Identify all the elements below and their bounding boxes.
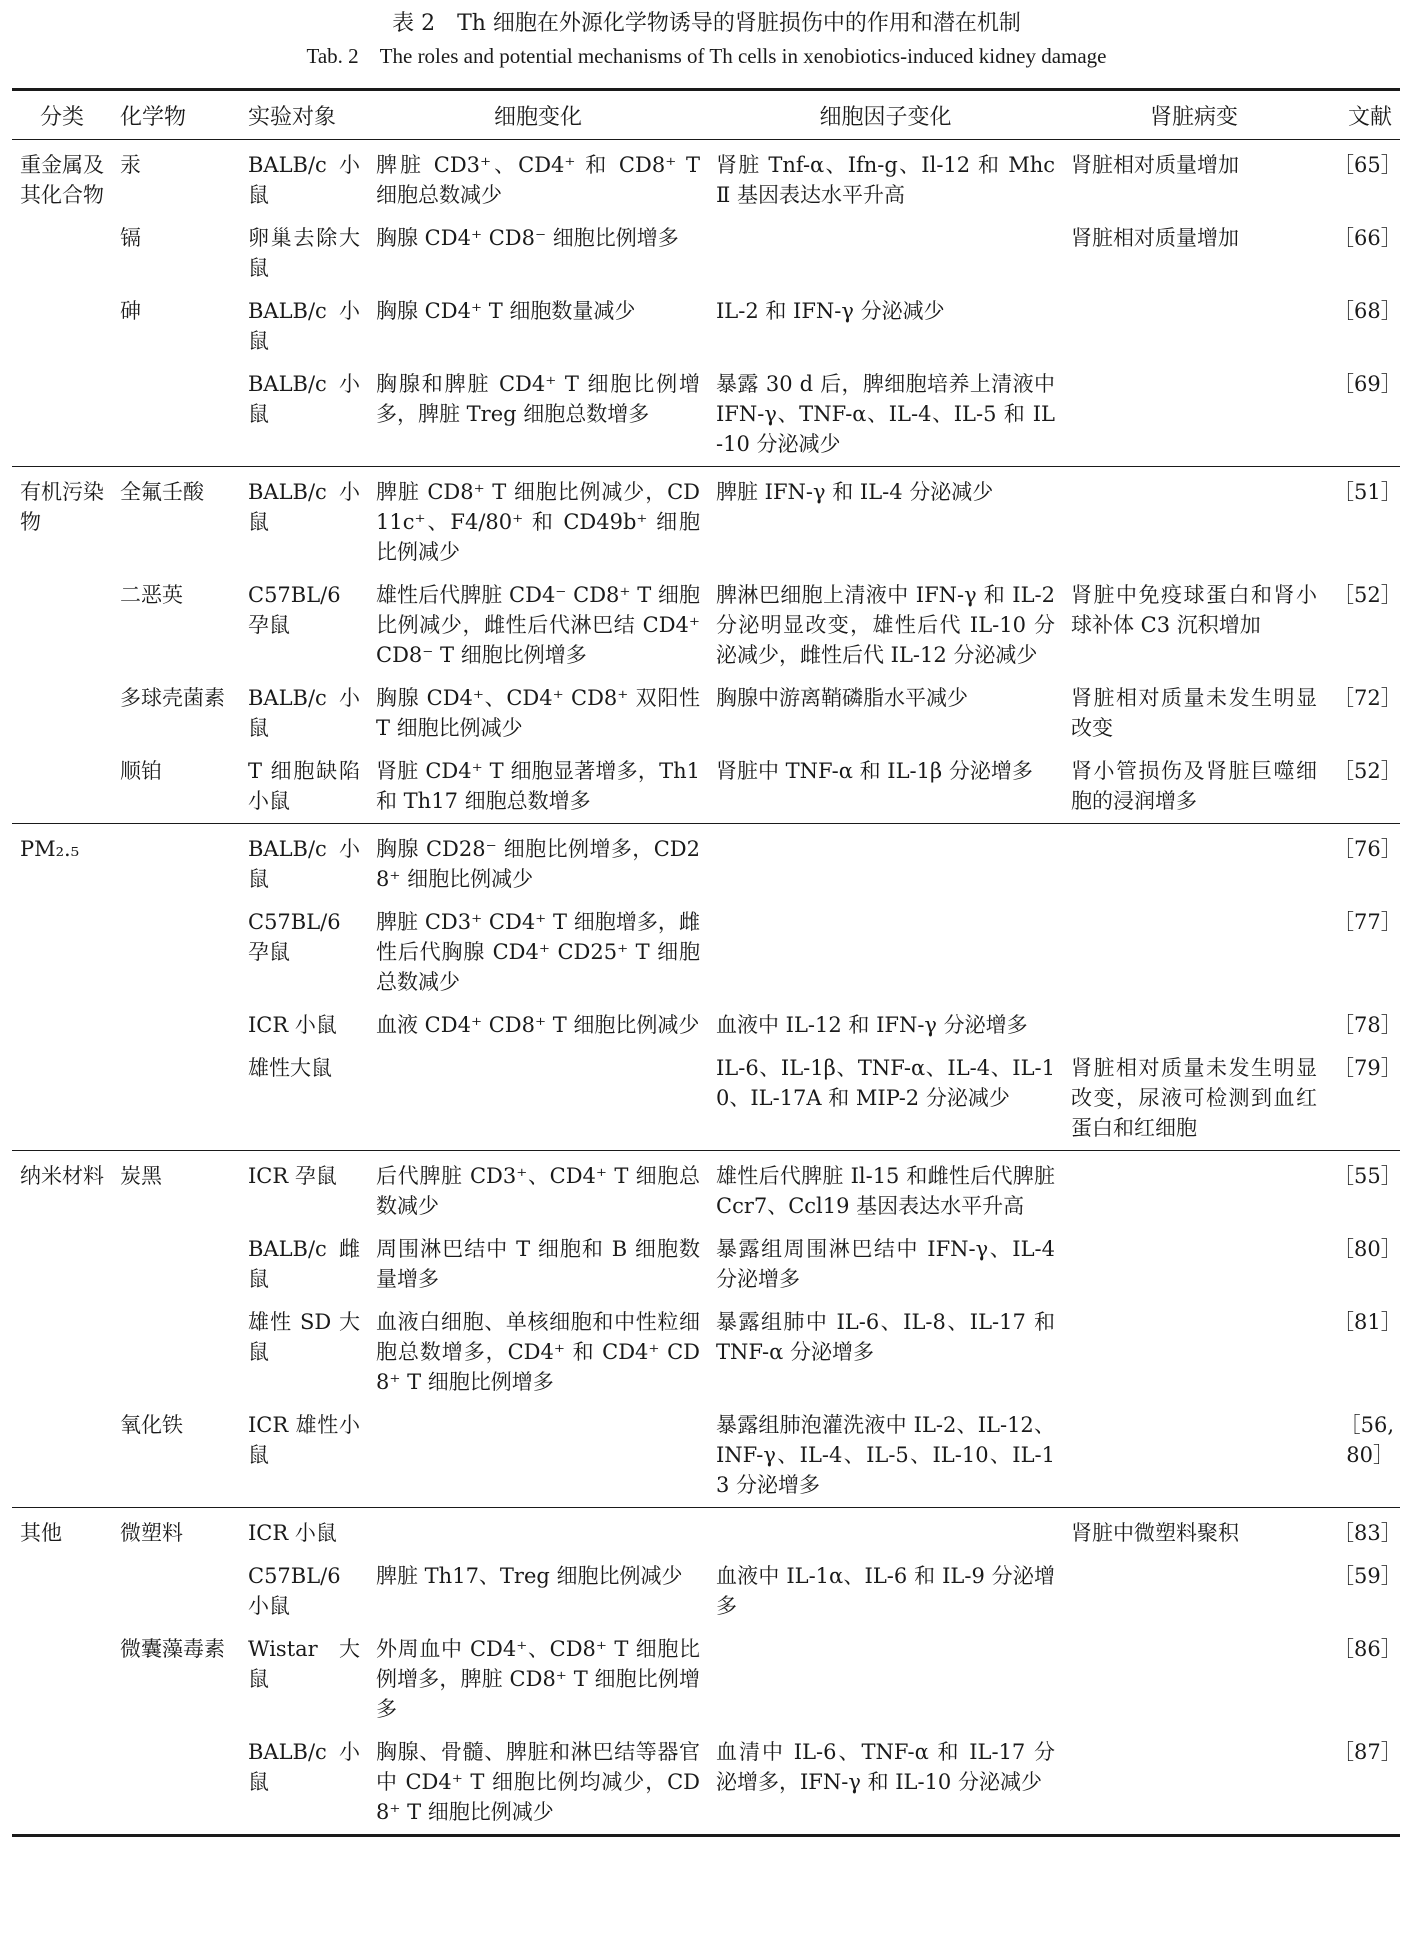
cell-cytokine-change <box>708 1731 1063 1836</box>
caption-english: Tab. 2 The roles and potential mechanisms of Th cells in xenobiotics-induced kidney damage <box>306 44 1107 68</box>
cell-kidney-lesion <box>1063 290 1325 363</box>
cell-cytokine-change-text: 胸腺中游离鞘磷脂水平减少 <box>716 686 968 710</box>
cell-category <box>12 1004 112 1047</box>
cell-cell-change <box>368 1555 708 1628</box>
cell-reference: ［55］ <box>1325 1151 1400 1229</box>
cell-subject <box>240 467 368 575</box>
cell-kidney-lesion-text: 肾脏中免疫球蛋白和肾小球补体 C3 沉积增加 <box>1071 583 1317 637</box>
cell-subject <box>240 290 368 363</box>
cell-kidney-lesion <box>1063 467 1325 575</box>
cell-category <box>12 677 112 750</box>
cell-cytokine-change <box>708 1004 1063 1047</box>
cell-cell-change <box>368 1508 708 1556</box>
cell-cell-change-text: 胸腺 CD4⁺ T 细胞数量减少 <box>376 299 636 323</box>
cell-chemical <box>112 1151 240 1229</box>
cell-cell-change-text: 脾脏 CD8⁺ T 细胞比例减少，CD11c⁺、F4/80⁺ 和 CD49b⁺ 细胞比例减少 <box>376 480 700 564</box>
cell-subject <box>240 1731 368 1836</box>
cell-subject <box>240 901 368 1004</box>
cell-category-text: PM₂.₅ <box>20 837 80 861</box>
cell-chemical-text: 顺铂 <box>120 759 162 783</box>
cell-kidney-lesion <box>1063 1731 1325 1836</box>
cell-kidney-lesion <box>1063 1508 1325 1556</box>
header-cytokine-change: 细胞因子变化 <box>708 90 1063 140</box>
table-row <box>12 1301 1400 1404</box>
cell-category <box>12 1628 112 1731</box>
table-row <box>12 140 1400 218</box>
cell-cell-change <box>368 750 708 824</box>
cell-reference: ［79］ <box>1333 1056 1402 1080</box>
cell-category <box>12 290 112 363</box>
cell-subject-text: BALB/c 小鼠 <box>248 686 360 740</box>
cell-subject-text: 卵巢去除大鼠 <box>248 226 360 280</box>
cell-category <box>12 140 112 218</box>
cell-category <box>12 901 112 1004</box>
cell-cytokine-change-text: 脾淋巴细胞上清液中 IFN-γ 和 IL-2 分泌明显改变，雄性后代 IL-10 分泌减少，雌性后代 IL-12 分泌减少 <box>716 583 1055 667</box>
cell-cell-change <box>368 290 708 363</box>
cell-subject-text: 雄性 SD 大鼠 <box>248 1310 360 1364</box>
cell-cytokine-change-text: 暴露组肺泡灌洗液中 IL-2、IL-12、INF-γ、IL-4、IL-5、IL-10、IL-13 分泌增多 <box>716 1413 1055 1497</box>
cell-cell-change-text: 胸腺 CD4⁺、CD4⁺ CD8⁺ 双阳性 T 细胞比例减少 <box>376 686 700 740</box>
cell-kidney-lesion <box>1063 363 1325 467</box>
cell-cytokine-change <box>708 467 1063 575</box>
cell-kidney-lesion-text: 肾脏相对质量增加 <box>1071 153 1239 177</box>
cell-reference: ［51］ <box>1325 467 1400 575</box>
cell-chemical <box>112 1508 240 1556</box>
cell-subject <box>240 1004 368 1047</box>
cell-reference: ［65］ <box>1333 153 1402 177</box>
cell-cytokine-change-text: 血清中 IL-6、TNF-α 和 IL-17 分泌增多，IFN-γ 和 IL-10 分泌减少 <box>716 1740 1055 1794</box>
cell-cell-change-text: 胸腺和脾脏 CD4⁺ T 细胞比例增多，脾脏 Treg 细胞总数增多 <box>376 372 700 426</box>
cell-cytokine-change <box>708 677 1063 750</box>
cell-chemical <box>112 677 240 750</box>
cell-subject-text: T 细胞缺陷小鼠 <box>248 759 360 813</box>
cell-cell-change <box>368 1404 708 1508</box>
cell-subject-text: BALB/c 小鼠 <box>248 153 360 207</box>
cell-cell-change <box>368 1731 708 1836</box>
cell-chemical <box>112 290 240 363</box>
cell-reference: ［77］ <box>1333 910 1402 934</box>
table-row <box>12 363 1400 467</box>
table-row <box>12 1228 1400 1301</box>
cell-chemical <box>112 1047 240 1151</box>
cell-cell-change <box>368 901 708 1004</box>
cell-kidney-lesion-text: 肾脏相对质量未发生明显改变，尿液可检测到血红蛋白和红细胞 <box>1071 1056 1317 1140</box>
header-row <box>12 90 1400 140</box>
cell-reference: ［83］ <box>1325 1508 1400 1556</box>
cell-cell-change-text: 外周血中 CD4⁺、CD8⁺ T 细胞比例增多，脾脏 CD8⁺ T 细胞比例增多 <box>376 1637 700 1721</box>
cell-chemical <box>112 1301 240 1404</box>
cell-chemical <box>112 901 240 1004</box>
cell-cytokine-change-text: 脾脏 IFN-γ 和 IL-4 分泌减少 <box>716 480 994 504</box>
cell-reference: ［72］ <box>1333 686 1402 710</box>
table-row <box>12 574 1400 677</box>
header-category: 分类 <box>12 90 112 140</box>
cell-subject-text: C57BL/6 孕鼠 <box>248 910 341 964</box>
cell-chemical <box>112 750 240 824</box>
table-row <box>12 1047 1400 1151</box>
cell-cell-change <box>368 1151 708 1229</box>
cell-cell-change <box>368 574 708 677</box>
cell-cell-change <box>368 1228 708 1301</box>
cell-category <box>12 1404 112 1508</box>
cell-kidney-lesion <box>1063 901 1325 1004</box>
cell-reference: ［87］ <box>1333 1740 1402 1764</box>
cell-chemical-text: 微囊藻毒素 <box>120 1637 225 1661</box>
cell-kidney-lesion-text: 肾脏中微塑料聚积 <box>1071 1521 1239 1545</box>
cell-reference: ［56,80］ <box>1339 1413 1394 1467</box>
cell-kidney-lesion <box>1063 217 1325 290</box>
cell-kidney-lesion <box>1063 677 1325 750</box>
cell-category-text: 有机污染物 <box>20 480 104 534</box>
cell-cell-change <box>368 1301 708 1404</box>
table-row <box>12 750 1400 824</box>
cell-cytokine-change <box>708 901 1063 1004</box>
table-row <box>12 1555 1400 1628</box>
cell-subject <box>240 824 368 902</box>
header-reference: 文献 <box>1325 90 1400 140</box>
cell-kidney-lesion <box>1063 824 1325 902</box>
cell-kidney-lesion <box>1063 1628 1325 1731</box>
cell-subject-text: BALB/c 小鼠 <box>248 372 360 426</box>
cell-cytokine-change-text: 血液中 IL-1α、IL-6 和 IL-9 分泌增多 <box>716 1564 1055 1618</box>
cell-category-text: 纳米材料 <box>20 1164 104 1188</box>
cell-cytokine-change <box>708 1047 1063 1151</box>
cell-reference: ［81］ <box>1333 1310 1402 1334</box>
cell-category <box>12 574 112 677</box>
header-chemical: 化学物 <box>112 90 240 140</box>
cell-kidney-lesion <box>1063 574 1325 677</box>
table-row <box>12 1404 1400 1508</box>
cell-chemical-text: 砷 <box>120 299 141 323</box>
cell-cell-change <box>368 677 708 750</box>
cell-subject <box>240 363 368 467</box>
cell-category <box>12 1047 112 1151</box>
table-row <box>12 1731 1400 1836</box>
cell-cytokine-change <box>708 363 1063 467</box>
cell-cytokine-change <box>708 1555 1063 1628</box>
cell-subject <box>240 1151 368 1229</box>
cell-cell-change <box>368 824 708 902</box>
cell-cytokine-change <box>708 750 1063 824</box>
cell-category <box>12 363 112 467</box>
cell-subject-text: C57BL/6 小鼠 <box>248 1564 341 1618</box>
cell-cell-change-text: 雄性后代脾脏 CD4⁻ CD8⁺ T 细胞比例减少，雌性后代淋巴结 CD4⁺ CD8⁻ T 细胞比例增多 <box>376 583 700 667</box>
cell-cytokine-change <box>708 290 1063 363</box>
cell-cytokine-change-text: 肾脏 Tnf-α、Ifn-g、Il-12 和 Mhc Ⅱ 基因表达水平升高 <box>716 153 1055 207</box>
cell-reference: ［69］ <box>1333 372 1402 396</box>
cell-chemical-text: 微塑料 <box>120 1521 183 1545</box>
cell-reference: ［52］ <box>1333 759 1402 783</box>
cell-cell-change <box>368 1628 708 1731</box>
cell-chemical-text: 汞 <box>120 153 141 177</box>
cell-subject-text: C57BL/6 孕鼠 <box>248 583 341 637</box>
cell-category <box>12 824 112 902</box>
cell-cytokine-change <box>708 140 1063 218</box>
cell-reference: ［66］ <box>1333 226 1402 250</box>
cell-reference: ［86］ <box>1333 1637 1402 1661</box>
cell-subject-text: ICR 孕鼠 <box>248 1164 337 1188</box>
cell-category-text: 重金属及其化合物 <box>20 153 104 207</box>
cell-kidney-lesion <box>1063 1555 1325 1628</box>
cell-cell-change-text: 血液白细胞、单核细胞和中性粒细胞总数增多，CD4⁺ 和 CD4⁺ CD8⁺ T 细胞比例增多 <box>376 1310 700 1394</box>
cell-chemical <box>112 1228 240 1301</box>
cell-chemical-text: 镉 <box>120 226 141 250</box>
cell-subject-text: BALB/c 雌鼠 <box>248 1237 360 1291</box>
cell-cell-change-text: 胸腺 CD28⁻ 细胞比例增多，CD28⁺ 细胞比例减少 <box>376 837 700 891</box>
cell-chemical <box>112 574 240 677</box>
cell-chemical <box>112 1628 240 1731</box>
cell-subject-text: ICR 小鼠 <box>248 1521 337 1545</box>
cell-subject-text: 雄性大鼠 <box>248 1056 332 1080</box>
cell-reference: ［52］ <box>1333 583 1402 607</box>
cell-cell-change-text: 后代脾脏 CD3⁺、CD4⁺ T 细胞总数减少 <box>376 1164 700 1218</box>
cell-kidney-lesion <box>1063 750 1325 824</box>
cell-reference: ［78］ <box>1333 1013 1402 1037</box>
cell-cell-change <box>368 1004 708 1047</box>
cell-subject <box>240 1047 368 1151</box>
cell-chemical <box>112 1004 240 1047</box>
cell-category <box>12 1301 112 1404</box>
cell-chemical <box>112 217 240 290</box>
cell-kidney-lesion <box>1063 1228 1325 1301</box>
cell-subject <box>240 574 368 677</box>
cell-chemical-text: 二恶英 <box>120 583 183 607</box>
cell-subject-text: BALB/c 小鼠 <box>248 480 360 534</box>
cell-subject-text: ICR 雄性小鼠 <box>248 1413 360 1467</box>
cell-cytokine-change-text: 雄性后代脾脏 Il-15 和雌性后代脾脏 Ccr7、Ccl19 基因表达水平升高 <box>716 1164 1055 1218</box>
caption-chinese: 表 2 Th 细胞在外源化学物诱导的肾脏损伤中的作用和潜在机制 <box>392 11 1021 36</box>
cell-category <box>12 1151 112 1229</box>
cell-kidney-lesion <box>1063 1404 1325 1508</box>
table-row <box>12 1151 1400 1229</box>
cell-kidney-lesion-text: 肾脏相对质量增加 <box>1071 226 1239 250</box>
cell-chemical <box>112 824 240 902</box>
cell-cytokine-change-text: IL-6、IL-1β、TNF-α、IL-4、IL-10、IL-17A 和 MIP-2 分泌减少 <box>716 1056 1055 1110</box>
cell-kidney-lesion <box>1063 1301 1325 1404</box>
table-row <box>12 677 1400 750</box>
cell-cytokine-change <box>708 1404 1063 1508</box>
table-caption <box>0 8 1413 72</box>
header-kidney-lesion: 肾脏病变 <box>1063 90 1325 140</box>
cell-cytokine-change <box>708 1228 1063 1301</box>
cell-cytokine-change-text: 暴露 30 d 后，脾细胞培养上清液中 IFN-γ、TNF-α、IL-4、IL-5 和 IL-10 分泌减少 <box>716 372 1055 456</box>
table-row <box>12 901 1400 1004</box>
cell-category-text: 其他 <box>20 1521 62 1545</box>
cell-reference: ［76］ <box>1325 824 1400 902</box>
cell-cytokine-change-text: 暴露组肺中 IL-6、IL-8、IL-17 和 TNF-α 分泌增多 <box>716 1310 1055 1364</box>
cell-cell-change <box>368 467 708 575</box>
cell-cytokine-change <box>708 217 1063 290</box>
cell-cell-change-text: 周围淋巴结中 T 细胞和 B 细胞数量增多 <box>376 1237 700 1291</box>
cell-category <box>12 750 112 824</box>
table-row <box>12 467 1400 575</box>
cell-subject-text: BALB/c 小鼠 <box>248 837 360 891</box>
cell-cell-change-text: 肾脏 CD4⁺ T 细胞显著增多，Th1 和 Th17 细胞总数增多 <box>376 759 700 813</box>
table-body <box>12 140 1400 1836</box>
cell-category <box>12 1228 112 1301</box>
data-table <box>12 88 1400 1837</box>
cell-chemical <box>112 363 240 467</box>
header-subject: 实验对象 <box>240 90 368 140</box>
cell-chemical-text: 全氟壬酸 <box>120 480 204 504</box>
cell-subject <box>240 1555 368 1628</box>
cell-subject-text: Wistar 大鼠 <box>248 1637 360 1691</box>
cell-cell-change <box>368 140 708 218</box>
cell-cell-change-text: 胸腺 CD4⁺ CD8⁻ 细胞比例增多 <box>376 226 679 250</box>
cell-subject <box>240 140 368 218</box>
table-row <box>12 1628 1400 1731</box>
cell-cytokine-change <box>708 824 1063 902</box>
cell-category <box>12 1508 112 1556</box>
cell-subject <box>240 1628 368 1731</box>
table-row <box>12 217 1400 290</box>
cell-kidney-lesion <box>1063 1151 1325 1229</box>
cell-reference: ［68］ <box>1333 299 1402 323</box>
cell-cell-change-text: 血液 CD4⁺ CD8⁺ T 细胞比例减少 <box>376 1013 700 1037</box>
cell-subject <box>240 750 368 824</box>
cell-kidney-lesion <box>1063 1004 1325 1047</box>
cell-chemical-text: 炭黑 <box>120 1164 162 1188</box>
cell-kidney-lesion-text: 肾脏相对质量未发生明显改变 <box>1071 686 1317 740</box>
table-row <box>12 1508 1400 1556</box>
cell-subject-text: ICR 小鼠 <box>248 1013 337 1037</box>
cell-reference: ［59］ <box>1333 1564 1402 1588</box>
cell-chemical <box>112 1555 240 1628</box>
cell-subject <box>240 217 368 290</box>
cell-cytokine-change <box>708 1508 1063 1556</box>
cell-subject <box>240 1228 368 1301</box>
cell-subject <box>240 1404 368 1508</box>
cell-kidney-lesion-text: 肾小管损伤及肾脏巨噬细胞的浸润增多 <box>1071 759 1317 813</box>
cell-cell-change <box>368 1047 708 1151</box>
cell-kidney-lesion <box>1063 140 1325 218</box>
cell-subject-text: BALB/c 小鼠 <box>248 1740 360 1794</box>
cell-category <box>12 1731 112 1836</box>
header-cell-change: 细胞变化 <box>368 90 708 140</box>
cell-chemical <box>112 1731 240 1836</box>
cell-category <box>12 217 112 290</box>
cell-cell-change-text: 脾脏 CD3⁺ CD4⁺ T 细胞增多，雌性后代胸腺 CD4⁺ CD25⁺ T 细胞总数减少 <box>376 910 700 994</box>
table-row <box>12 824 1400 902</box>
cell-cytokine-change <box>708 1628 1063 1731</box>
cell-chemical <box>112 140 240 218</box>
cell-cytokine-change <box>708 574 1063 677</box>
cell-cell-change-text: 胸腺、骨髓、脾脏和淋巴结等器官中 CD4⁺ T 细胞比例均减少，CD8⁺ T 细胞比例减少 <box>376 1740 700 1824</box>
cell-cytokine-change-text: IL-2 和 IFN-γ 分泌减少 <box>716 299 945 323</box>
table-row <box>12 1004 1400 1047</box>
cell-kidney-lesion <box>1063 1047 1325 1151</box>
cell-subject <box>240 677 368 750</box>
cell-cytokine-change <box>708 1301 1063 1404</box>
cell-cytokine-change-text: 肾脏中 TNF-α 和 IL-1β 分泌增多 <box>716 759 1033 783</box>
cell-chemical <box>112 467 240 575</box>
cell-chemical-text: 氧化铁 <box>120 1413 183 1437</box>
cell-chemical-text: 多球壳菌素 <box>120 686 225 710</box>
cell-subject <box>240 1508 368 1556</box>
cell-cell-change-text: 脾脏 Th17、Treg 细胞比例减少 <box>376 1564 683 1588</box>
cell-subject-text: BALB/c 小鼠 <box>248 299 360 353</box>
cell-cell-change <box>368 363 708 467</box>
cell-category <box>12 1555 112 1628</box>
cell-cytokine-change <box>708 1151 1063 1229</box>
table-row <box>12 290 1400 363</box>
cell-reference: ［80］ <box>1333 1237 1402 1261</box>
cell-chemical <box>112 1404 240 1508</box>
cell-cell-change-text: 脾脏 CD3⁺、CD4⁺ 和 CD8⁺ T 细胞总数减少 <box>376 153 700 207</box>
cell-cytokine-change-text: 暴露组周围淋巴结中 IFN-γ、IL-4 分泌增多 <box>716 1237 1055 1291</box>
cell-subject <box>240 1301 368 1404</box>
cell-cell-change <box>368 217 708 290</box>
cell-category <box>12 467 112 575</box>
cell-cytokine-change-text: 血液中 IL-12 和 IFN-γ 分泌增多 <box>716 1013 1028 1037</box>
